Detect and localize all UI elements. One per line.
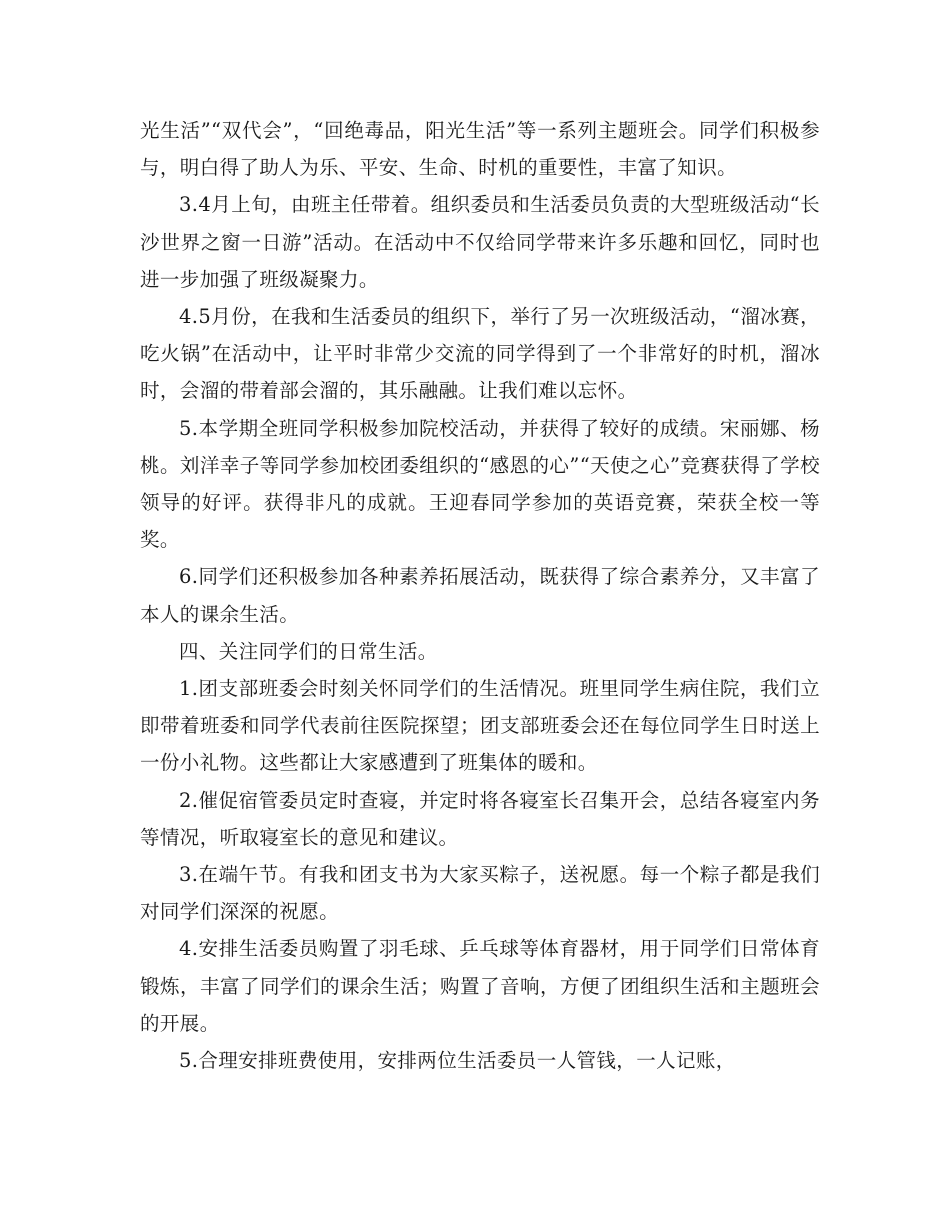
paragraph-daily-2: 2.催促宿管委员定时查寝，并定时将各寝室长召集开会，总结各寝室内务等情况，听取寝室长的意见和建议。: [140, 788, 820, 849]
paragraph-item-4: 4.5月份，在我和生活委员的组织下，举行了另一次班级活动，“溜冰赛，吃火锅”在活动中，让平时非常少交流的同学得到了一个非常好的时机，溜冰时，会溜的带着部会溜的，其乐融融。让我们难以忘怀。: [140, 305, 820, 403]
paragraph-daily-5: 5.合理安排班费使用，安排两位生活委员一人管钱，一人记账，: [179, 1049, 736, 1073]
document-body: [140, 112, 820, 1079]
paragraph-daily-3: 3.在端午节。有我和团支书为大家买粽子，送祝愿。每一个粽子都是我们对同学们深深的祝愿。: [140, 863, 820, 924]
paragraph-item-6: 6.同学们还积极参加各种素养拓展活动，既获得了综合素养分，又丰富了本人的课余生活。: [140, 565, 820, 626]
paragraph-continuation: 光生活”“双代会”，“回绝毒品，阳光生活”等一系列主题班会。同学们积极参与，明白得了助人为乐、平安、生命、时机的重要性，丰富了知识。: [140, 119, 820, 180]
section-heading-4: 四、关注同学们的日常生活。: [179, 639, 438, 663]
paragraph-item-3: 3.4月上旬，由班主任带着。组织委员和生活委员负责的大型班级活动“长沙世界之窗一日游”活动。在活动中不仅给同学带来许多乐趣和回忆，同时也进一步加强了班级凝聚力。: [140, 193, 820, 291]
paragraph-daily-1: 1.团支部班委会时刻关怀同学们的生活情况。班里同学生病住院，我们立即带着班委和同学代表前往医院探望；团支部班委会还在每位同学生日时送上一份小礼物。这些都让大家感遭到了班集体的暖和。: [140, 677, 820, 775]
paragraph-daily-4: 4.安排生活委员购置了羽毛球、乒乓球等体育器材，用于同学们日常体育锻炼，丰富了同学们的课余生活；购置了音响，方便了团组织生活和主题班会的开展。: [140, 937, 820, 1035]
paragraph-item-5: 5.本学期全班同学积极参加院校活动，并获得了较好的成绩。宋丽娜、杨桃。刘洋幸子等同学参加校团委组织的“感恩的心”“天使之心”竞赛获得了学校领导的好评。获得非凡的成就。王迎春同学参加的英语竞赛，荣获全校一等奖。: [140, 416, 820, 552]
